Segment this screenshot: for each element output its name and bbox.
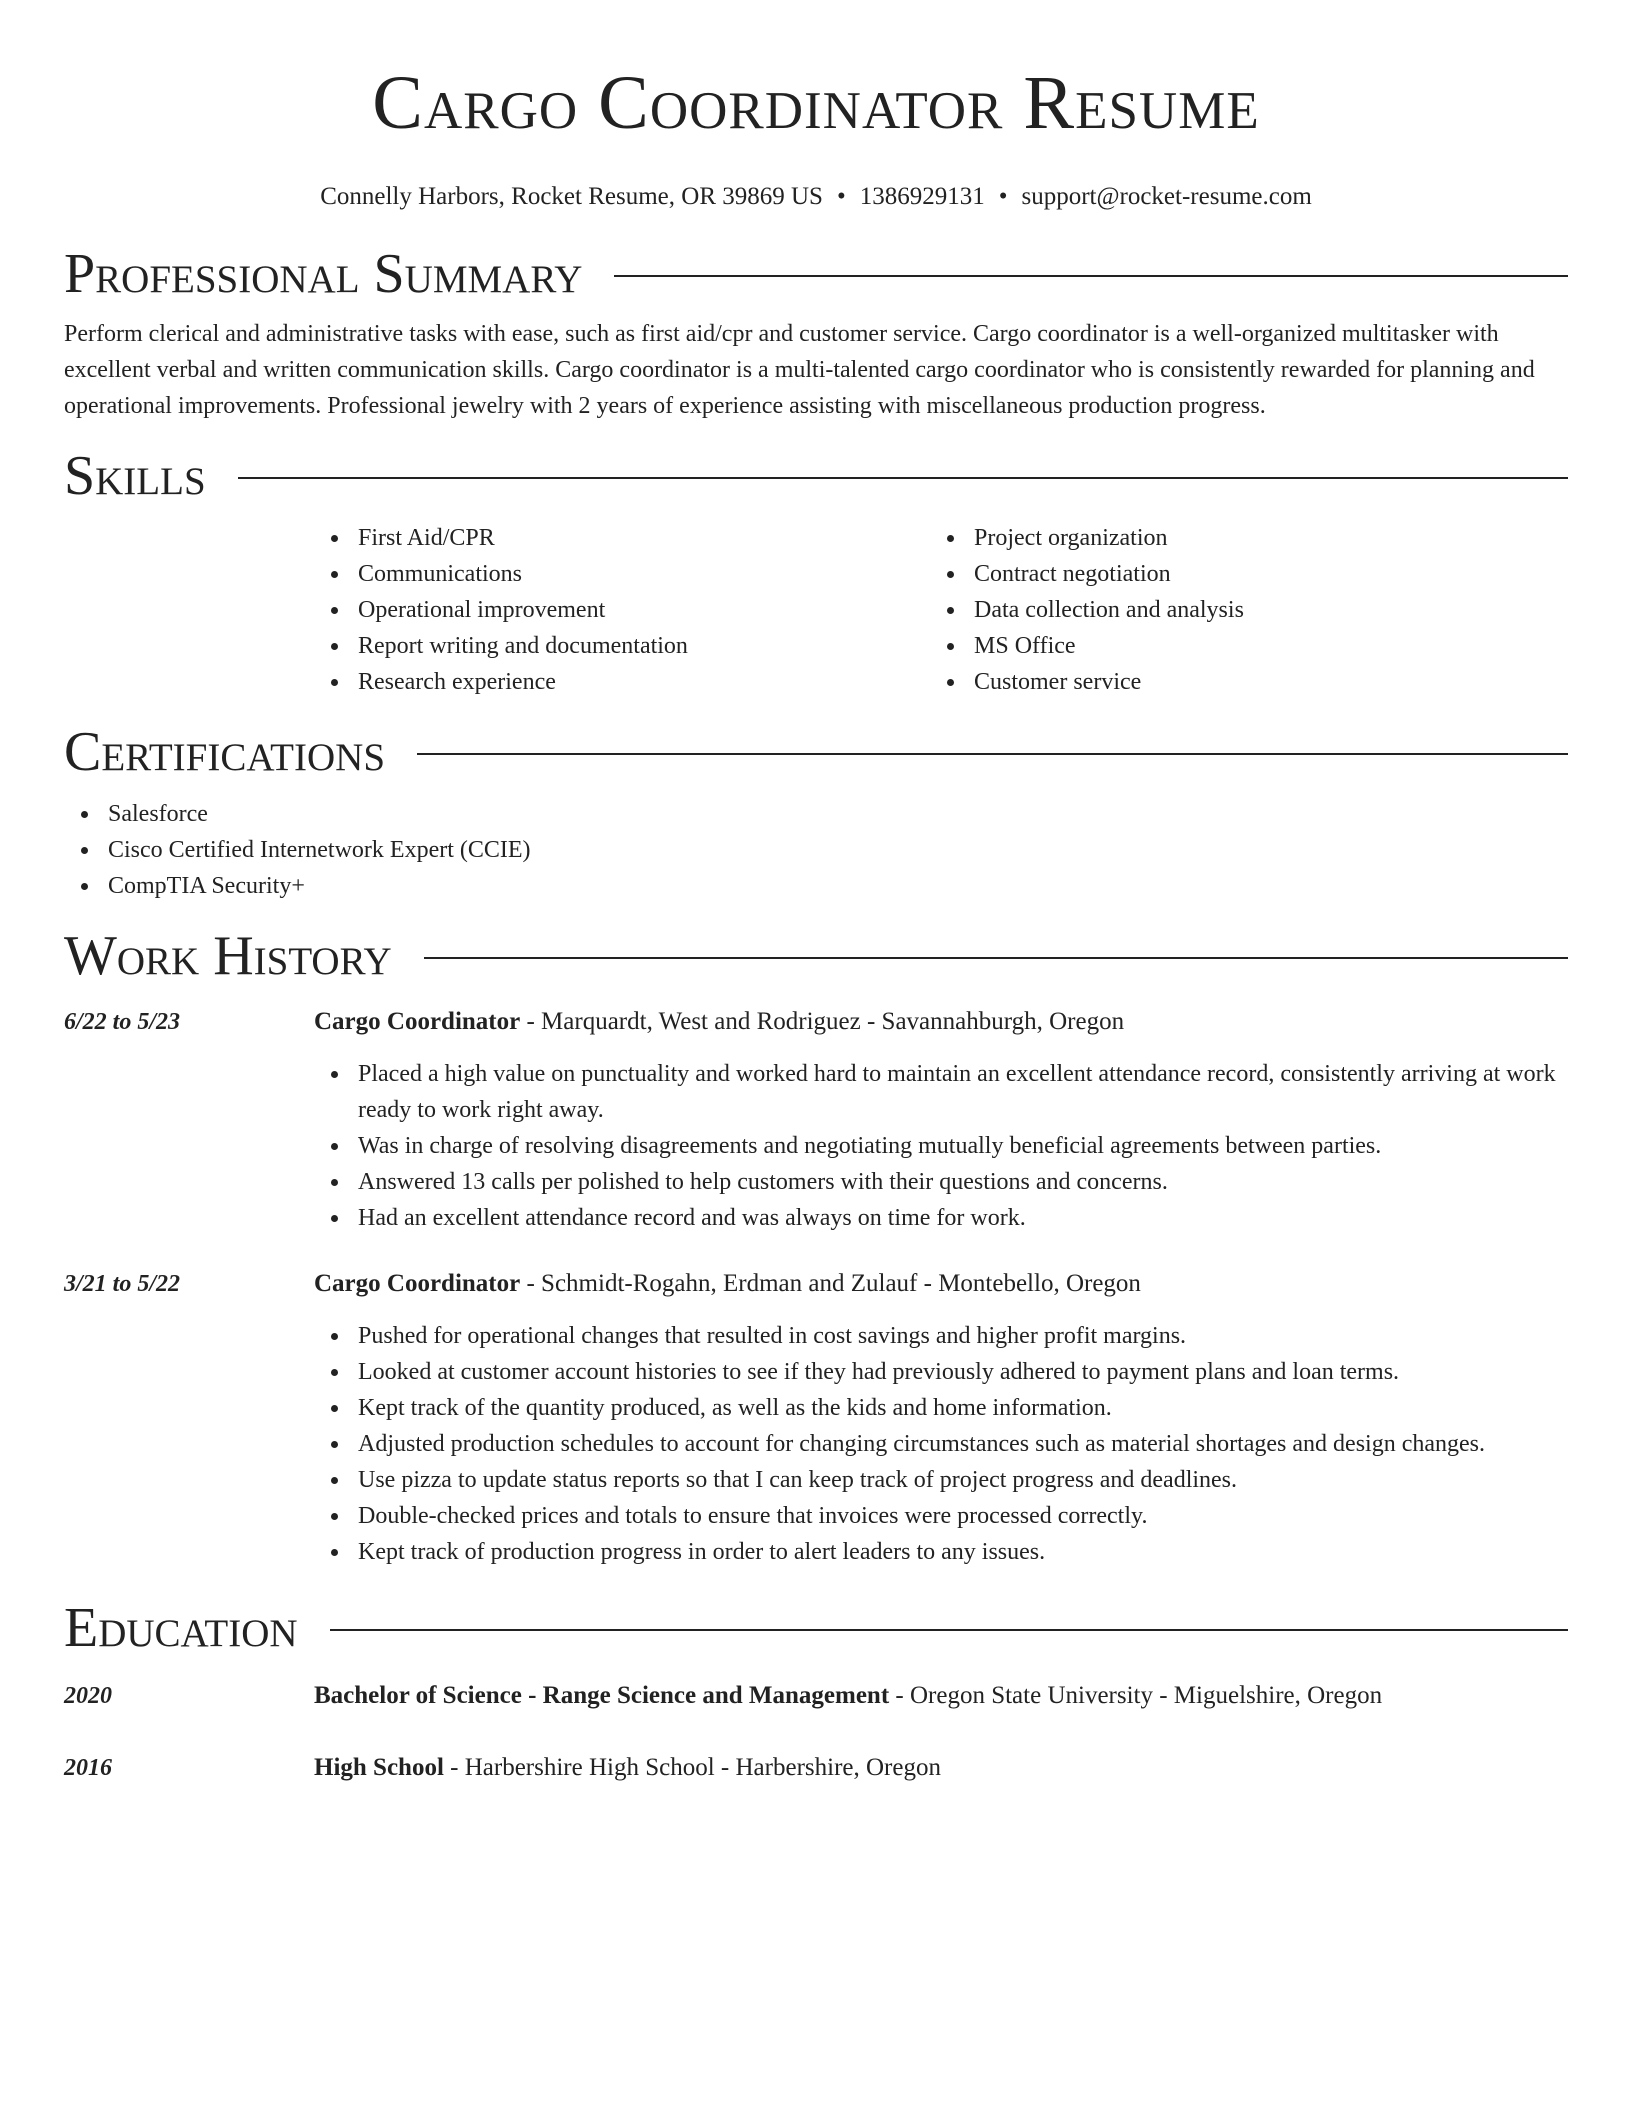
skill-item: Data collection and analysis: [930, 592, 1546, 628]
summary-text: Perform clerical and administrative tasks with ease, such as first aid/cpr and customer service. Cargo coordinator is a well-organized multitasker with excellent verbal and written communication skills. Cargo coordinator is a multi-talented cargo coordinator who is consistently rewarded for planning and operational improvements. Professional jewelry with 2 years of experience assisting with miscellaneous production progress.: [64, 321, 1535, 419]
certification-item: Salesforce: [64, 796, 1568, 832]
resume-title: Cargo Coordinator Resume: [372, 61, 1260, 145]
skill-item: Report writing and documentation: [314, 628, 930, 664]
job-employer: - Marquardt, West and Rodriguez - Savannahburgh, Oregon: [520, 1008, 1125, 1035]
job-duty: Adjusted production schedules to account for changing circumstances such as material shortages and design changes.: [314, 1426, 1568, 1462]
education-degree: High School: [314, 1754, 444, 1781]
skills-column-right: [930, 520, 1546, 700]
education-entry-header: [314, 1750, 1568, 1786]
job-duty: Placed a high value on punctuality and worked hard to maintain an excellent attendance record, consistently arriving at work ready to work right away.: [314, 1056, 1568, 1128]
skill-item: Research experience: [314, 664, 930, 700]
summary-section-header: [64, 242, 1568, 306]
skills-list: [314, 520, 1568, 700]
skills-section-header: [64, 444, 1568, 508]
work-entry-body: [314, 1004, 1568, 1236]
education-school: - Harbershire High School - Harbershire, Oregon: [443, 1754, 941, 1781]
work-heading: Work History: [64, 925, 392, 987]
skill-item: Customer service: [930, 664, 1546, 700]
education-entry-body: [314, 1750, 1568, 1786]
section-divider: [330, 1629, 1568, 1631]
education-entry-header: [314, 1678, 1568, 1714]
certification-item: Cisco Certified Internetwork Expert (CCIE): [64, 832, 1568, 868]
contact-address: Connelly Harbors, Rocket Resume, OR 39869 US: [320, 183, 823, 210]
work-section-header: [64, 924, 1568, 988]
education-degree: Bachelor of Science - Range Science and Management: [314, 1682, 890, 1709]
work-date: 6/22 to 5/23: [64, 1009, 181, 1035]
job-duty: Kept track of the quantity produced, as well as the kids and home information.: [314, 1390, 1568, 1426]
contact-email: support@rocket-resume.com: [1021, 183, 1312, 210]
job-title: Cargo Coordinator: [314, 1270, 521, 1297]
contact-separator: •: [998, 183, 1008, 210]
job-duty: Was in charge of resolving disagreements and negotiating mutually beneficial agreements between parties.: [314, 1128, 1568, 1164]
job-employer: - Schmidt-Rogahn, Erdman and Zulauf - Montebello, Oregon: [520, 1270, 1141, 1297]
work-entry: [64, 1266, 1568, 1570]
work-entry: [64, 1004, 1568, 1236]
education-entry-body: [314, 1678, 1568, 1714]
job-duty: Had an excellent attendance record and was always on time for work.: [314, 1200, 1568, 1236]
job-duties-list: [314, 1318, 1568, 1570]
education-year: 2020: [64, 1683, 112, 1709]
contact-line: [64, 182, 1568, 212]
skill-item: Contract negotiation: [930, 556, 1546, 592]
education-entry: [64, 1678, 1568, 1714]
education-section-header: [64, 1596, 1568, 1660]
skill-item: MS Office: [930, 628, 1546, 664]
work-entry-header: [314, 1004, 1568, 1040]
section-divider: [614, 275, 1568, 277]
work-entry-body: [314, 1266, 1568, 1570]
job-duty: Looked at customer account histories to see if they had previously adhered to payment plans and loan terms.: [314, 1354, 1568, 1390]
skill-item: First Aid/CPR: [314, 520, 930, 556]
job-duty: Double-checked prices and totals to ensure that invoices were processed correctly.: [314, 1498, 1568, 1534]
skill-item: Communications: [314, 556, 930, 592]
contact-separator: •: [836, 183, 846, 210]
work-entry-header: [314, 1266, 1568, 1302]
skills-column-left: [314, 520, 930, 700]
section-divider: [417, 753, 1568, 755]
contact-phone: 1386929131: [859, 183, 985, 210]
skill-item: Operational improvement: [314, 592, 930, 628]
job-duty: Kept track of production progress in order to alert leaders to any issues.: [314, 1534, 1568, 1570]
job-title: Cargo Coordinator: [314, 1008, 521, 1035]
education-heading: Education: [64, 1597, 298, 1659]
certifications-section-header: [64, 720, 1568, 784]
job-duty: Answered 13 calls per polished to help customers with their questions and concerns.: [314, 1164, 1568, 1200]
education-entry: [64, 1750, 1568, 1786]
job-duty: Use pizza to update status reports so that I can keep track of project progress and deadlines.: [314, 1462, 1568, 1498]
certifications-heading: Certifications: [64, 721, 386, 783]
education-year: 2016: [64, 1755, 112, 1781]
education-school: - Oregon State University - Miguelshire, Oregon: [889, 1682, 1383, 1709]
job-duties-list: [314, 1056, 1568, 1236]
skills-heading: Skills: [64, 445, 206, 507]
certifications-list: [64, 796, 1568, 904]
work-date: 3/21 to 5/22: [64, 1271, 181, 1297]
job-duty: Pushed for operational changes that resulted in cost savings and higher profit margins.: [314, 1318, 1568, 1354]
certification-item: CompTIA Security+: [64, 868, 1568, 904]
section-divider: [238, 477, 1568, 479]
summary-heading: Professional Summary: [64, 243, 583, 305]
skill-item: Project organization: [930, 520, 1546, 556]
section-divider: [424, 957, 1568, 959]
